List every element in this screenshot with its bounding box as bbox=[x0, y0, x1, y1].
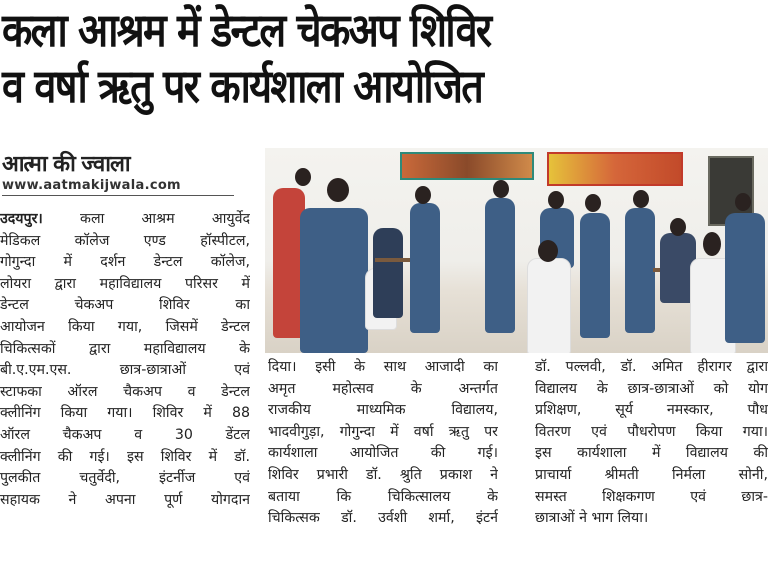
article-line: बी.ए.एम.एस. छात्र-छात्राओं एवं bbox=[0, 362, 250, 379]
person-blue-scrubs bbox=[300, 208, 368, 353]
article-line: दिया। इसी के साथ आजादी का bbox=[268, 359, 498, 375]
article-line: चिकित्सक डॉ. उर्वशी शर्मा, इंटर्न bbox=[268, 510, 498, 527]
person-blue-scrubs bbox=[410, 203, 440, 333]
person-head bbox=[327, 178, 349, 202]
article-line: वितरण एवं पौधरोपण किया गया। bbox=[535, 423, 768, 440]
article-line: प्राचार्या श्रीमती निर्मला सोनी, bbox=[535, 466, 768, 483]
article-line: गोगुन्दा में दर्शन डेन्टल कॉलेज, bbox=[0, 254, 250, 271]
article-line: पुलकीत चतुर्वेदी, इंटर्नीज एवं bbox=[0, 470, 250, 487]
article-line: क्लीनिंग किया गया। शिविर में 88 bbox=[0, 405, 250, 422]
headline-line-1: कला आश्रम में डेन्टल चेकअप शिविर bbox=[2, 3, 491, 57]
person-head bbox=[633, 190, 649, 208]
news-photo bbox=[265, 148, 768, 353]
article-line: विद्यालय के छात्र-छात्राओं को योग bbox=[535, 380, 768, 397]
article-line: राजकीय माध्यमिक विद्यालय, bbox=[268, 402, 498, 419]
article-line: शिविर प्रभारी डॉ. श्रुति प्रकाश ने bbox=[268, 466, 498, 483]
masthead bbox=[2, 152, 257, 196]
person-blue-scrubs bbox=[485, 198, 515, 333]
person-head bbox=[585, 194, 601, 212]
article-column-2 bbox=[268, 357, 498, 530]
dateline: उदयपुर। bbox=[0, 211, 43, 227]
article-line: प्रशिक्षण, सूर्य नमस्कार, पौध bbox=[535, 402, 768, 419]
person-head bbox=[735, 193, 751, 211]
article-line: सहायक ने अपना पूर्ण योगदान bbox=[0, 491, 250, 508]
article-line: भादवीगुड़ा, गोगुन्दा में वर्षा ऋतु पर bbox=[268, 423, 498, 440]
wall-poster-left bbox=[400, 152, 534, 180]
wall-poster-right bbox=[547, 152, 683, 186]
article-line: स्टाफका ऑरल चैकअप व डेन्टल bbox=[0, 383, 250, 400]
article-line: मेडिकल कॉलेज एण्ड हॉस्पीटल, bbox=[0, 232, 250, 249]
person-head bbox=[493, 180, 509, 198]
person-blue-scrubs bbox=[625, 208, 655, 333]
person-blue-scrubs bbox=[580, 213, 610, 338]
person-white-shirt bbox=[527, 258, 571, 353]
person-blue-scrubs bbox=[725, 213, 765, 343]
article-column-1 bbox=[0, 209, 250, 511]
article-line: चिकित्सकों द्वारा महाविद्यालय के bbox=[0, 340, 250, 357]
headline bbox=[2, 2, 661, 114]
article-line: डॉ. पल्लवी, डॉ. अमित हीरागर द्वारा bbox=[535, 359, 768, 375]
person-head bbox=[703, 232, 721, 256]
article-line: समस्त शिक्षकगण एवं छात्र- bbox=[535, 488, 768, 505]
article-line: कला आश्रम आयुर्वेद bbox=[42, 211, 250, 227]
person-seated bbox=[373, 228, 403, 318]
person-head bbox=[415, 186, 431, 204]
article-line: कार्यशाला आयोजित की गई। bbox=[268, 445, 498, 462]
article-line: ऑरल चैकअप व 30 डेंटल bbox=[0, 426, 250, 443]
article-line: डेन्टल चेकअप शिविर का bbox=[0, 297, 250, 314]
person-head bbox=[295, 168, 311, 186]
article-line: बताया कि चिकित्सालय के bbox=[268, 488, 498, 505]
person-head bbox=[538, 240, 558, 262]
article-line: छात्राओं ने भाग लिया। bbox=[535, 510, 649, 527]
publication-name: आत्मा की ज्वाला bbox=[2, 152, 130, 177]
table bbox=[375, 258, 415, 262]
person-head bbox=[670, 218, 686, 236]
article-line: इस कार्यशाला में विद्यालय की bbox=[535, 445, 768, 462]
person-head bbox=[548, 191, 564, 209]
article-line: लोयरा द्वारा महाविद्यालय परिसर में bbox=[0, 275, 250, 292]
article-line: क्लीनिंग की गई। इस शिविर में डॉ. bbox=[0, 448, 250, 465]
article-line: आयोजन किया गया, जिसमें डेन्टल bbox=[0, 318, 250, 335]
publication-url: www.aatmakijwala.com bbox=[2, 178, 234, 196]
headline-line-2: व वर्षा ऋतु पर कार्यशाला आयोजित bbox=[2, 59, 483, 113]
article-column-3 bbox=[535, 357, 768, 530]
article-line: अमृत महोत्सव के अन्तर्गत bbox=[268, 380, 498, 397]
